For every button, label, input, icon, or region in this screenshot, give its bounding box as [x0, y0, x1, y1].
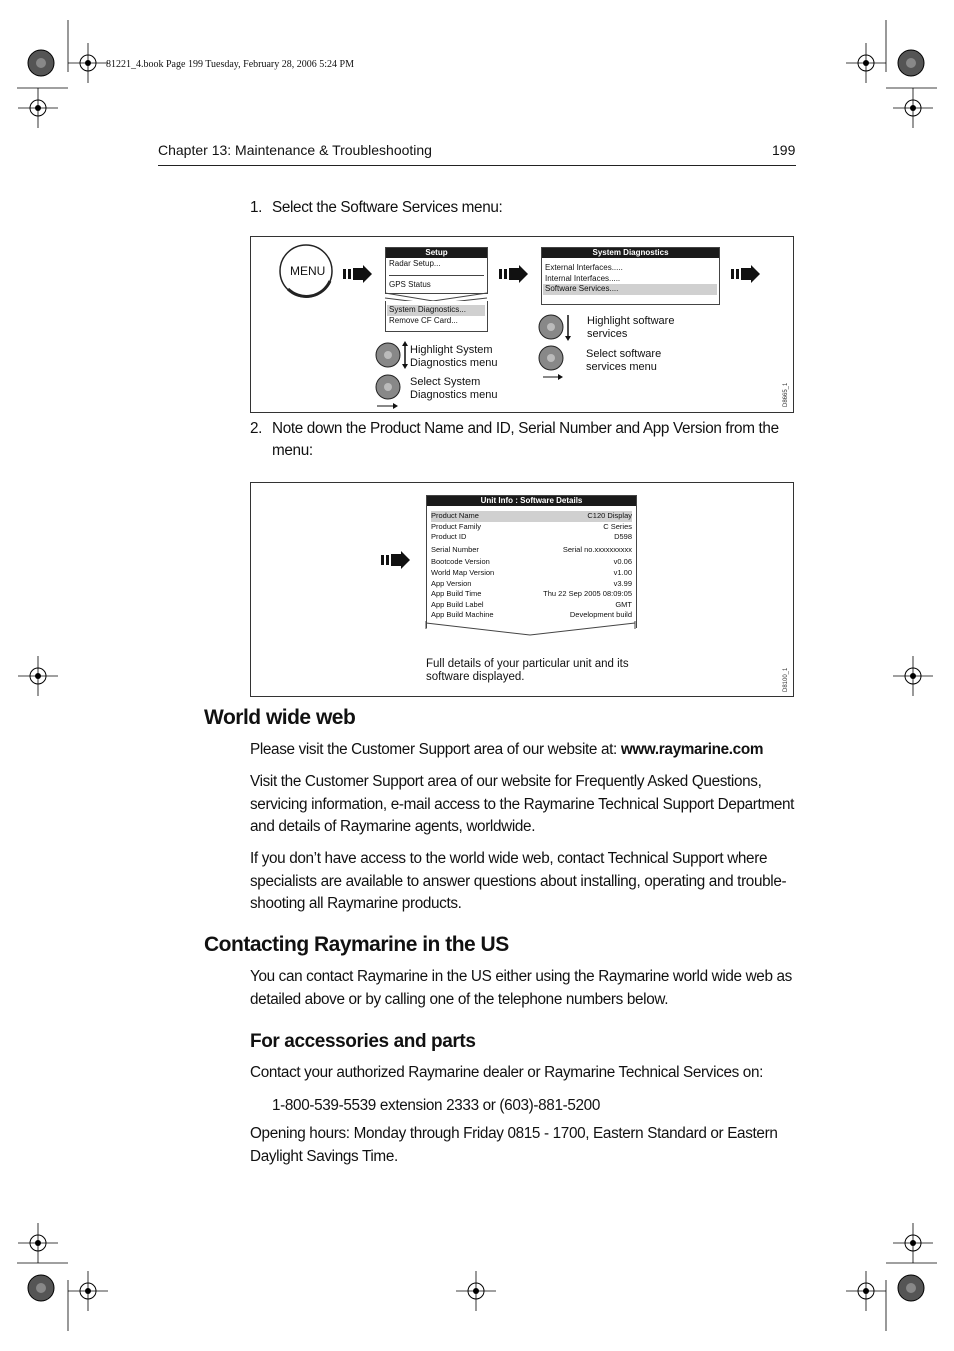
- arrow-icon: [731, 265, 761, 283]
- figure2-caption: Full details of your particular unit and its software displayed.: [426, 658, 629, 683]
- phone-numbers: 1-800-539-5539 extension 2333 or (603)-881-5200: [272, 1097, 600, 1114]
- trackpad-right-icon: [375, 374, 411, 410]
- setup-divider: [389, 275, 484, 276]
- unit-row-product-family: Product Family C Series: [431, 521, 632, 531]
- opening-hours: Opening hours: Monday through Friday 0815 - 1700, Eastern Standard or Eastern Daylight Savings Time.: [250, 1125, 778, 1165]
- setup-menu-title: Setup: [386, 248, 487, 258]
- heading-world-wide-web: World wide web: [204, 706, 356, 729]
- menu-button: MENU: [290, 264, 326, 278]
- heading-contacting-us: Contacting Raymarine in the US: [204, 933, 509, 956]
- page-number: 199: [772, 142, 796, 158]
- caption-select-system: Select System Diagnostics menu: [410, 376, 498, 401]
- step2-line1: Note down the Product Name and ID, Serial Number and App Version from the: [272, 420, 779, 437]
- figure-tag: D8100_1: [783, 667, 789, 692]
- setup-item-gps[interactable]: GPS Status: [389, 280, 431, 289]
- setup-item-diagnostics[interactable]: System Diagnostics...: [387, 305, 485, 316]
- unit-info-window: [426, 495, 637, 628]
- unit-row-product-name: Product Name C120 Display: [431, 511, 632, 520]
- setup-item-radar[interactable]: Radar Setup...: [389, 259, 441, 268]
- unit-row-world-map: World Map Version v1.00: [431, 568, 632, 577]
- step1-number: 1.: [250, 199, 263, 216]
- unit-row-product-id: Product ID D598: [431, 532, 632, 541]
- book-info: 81221_4.book Page 199 Tuesday, February 28, 2006 5:24 PM: [106, 59, 354, 70]
- window-torn-edge: [424, 621, 637, 641]
- chapter-title: Chapter 13: Maintenance & Troubleshooting: [158, 142, 432, 158]
- diag-item-software[interactable]: Software Services....: [543, 284, 717, 295]
- setup-menu-lower: [385, 301, 488, 332]
- step2-number: 2.: [250, 420, 263, 437]
- arrow-icon: [343, 265, 373, 283]
- caption-highlight-software: Highlight software services: [587, 315, 675, 340]
- unit-row-bootcode: Bootcode Version v0.06: [431, 557, 632, 566]
- arrow-icon: [381, 551, 411, 569]
- figure-tag: D8665_1: [783, 382, 789, 407]
- website-link[interactable]: www.raymarine.com: [620, 741, 764, 758]
- setup-item-remove-cf[interactable]: Remove CF Card...: [389, 316, 458, 325]
- us-paragraph-2: Contact your authorized Raymarine dealer or Raymarine Technical Services on:: [250, 1064, 764, 1081]
- trackpad-right-icon: [538, 345, 574, 381]
- caption-select-software: Select software services menu: [586, 348, 662, 373]
- caption-highlight-system: Highlight System Diagnostics menu: [410, 344, 498, 369]
- unit-row-serial: Serial Number Serial no.xxxxxxxxxx: [431, 545, 632, 554]
- figure-software-services: [250, 236, 794, 413]
- unit-info-title: Unit Info : Software Details: [427, 496, 636, 506]
- trackpad-down-icon: [538, 313, 574, 343]
- unit-row-build-machine: App Build Machine Development build: [431, 610, 632, 619]
- unit-row-build-label: App Build Label GMT: [431, 599, 632, 609]
- www-paragraph-2: Visit the Customer Support area of our website for Frequently Asked Questions, servicing information, e-mail access to the Raymarine Technical Support Department and details of Raymarine agents, worldwide.: [250, 773, 795, 836]
- figure-unit-info: [250, 482, 794, 697]
- diag-item-external[interactable]: External Interfaces.....: [545, 263, 623, 272]
- www-paragraph-1: Please visit the Customer Support area of our website at: www.raymarine.com: [250, 741, 764, 758]
- arrow-icon: [499, 265, 529, 283]
- diagnostics-menu-title: System Diagnostics: [542, 248, 719, 258]
- step1-text: Select the Software Services menu:: [272, 199, 503, 216]
- us-paragraph-1: You can contact Raymarine in the US either using the Raymarine world wide web as detailed above or by calling one of the telephone numbers below.: [250, 968, 792, 1008]
- step2-line2: menu:: [272, 442, 313, 459]
- www-paragraph-3: If you don’t have access to the world wide web, contact Technical Support where specialists are available to answer questions about installing, operating and trouble- shooting all Raymarine products.: [250, 850, 787, 913]
- header-rule: [158, 165, 796, 166]
- trackpad-up-down-icon: [375, 341, 411, 371]
- setup-menu: [385, 247, 488, 294]
- unit-row-build-time: App Build Time Thu 22 Sep 2005 08:09:05: [431, 589, 632, 598]
- diagnostics-menu: [541, 247, 720, 305]
- unit-row-app-version: App Version v3.99: [431, 578, 632, 588]
- heading-accessories: For accessories and parts: [250, 1031, 476, 1052]
- diag-item-internal[interactable]: Internal Interfaces.....: [545, 274, 621, 283]
